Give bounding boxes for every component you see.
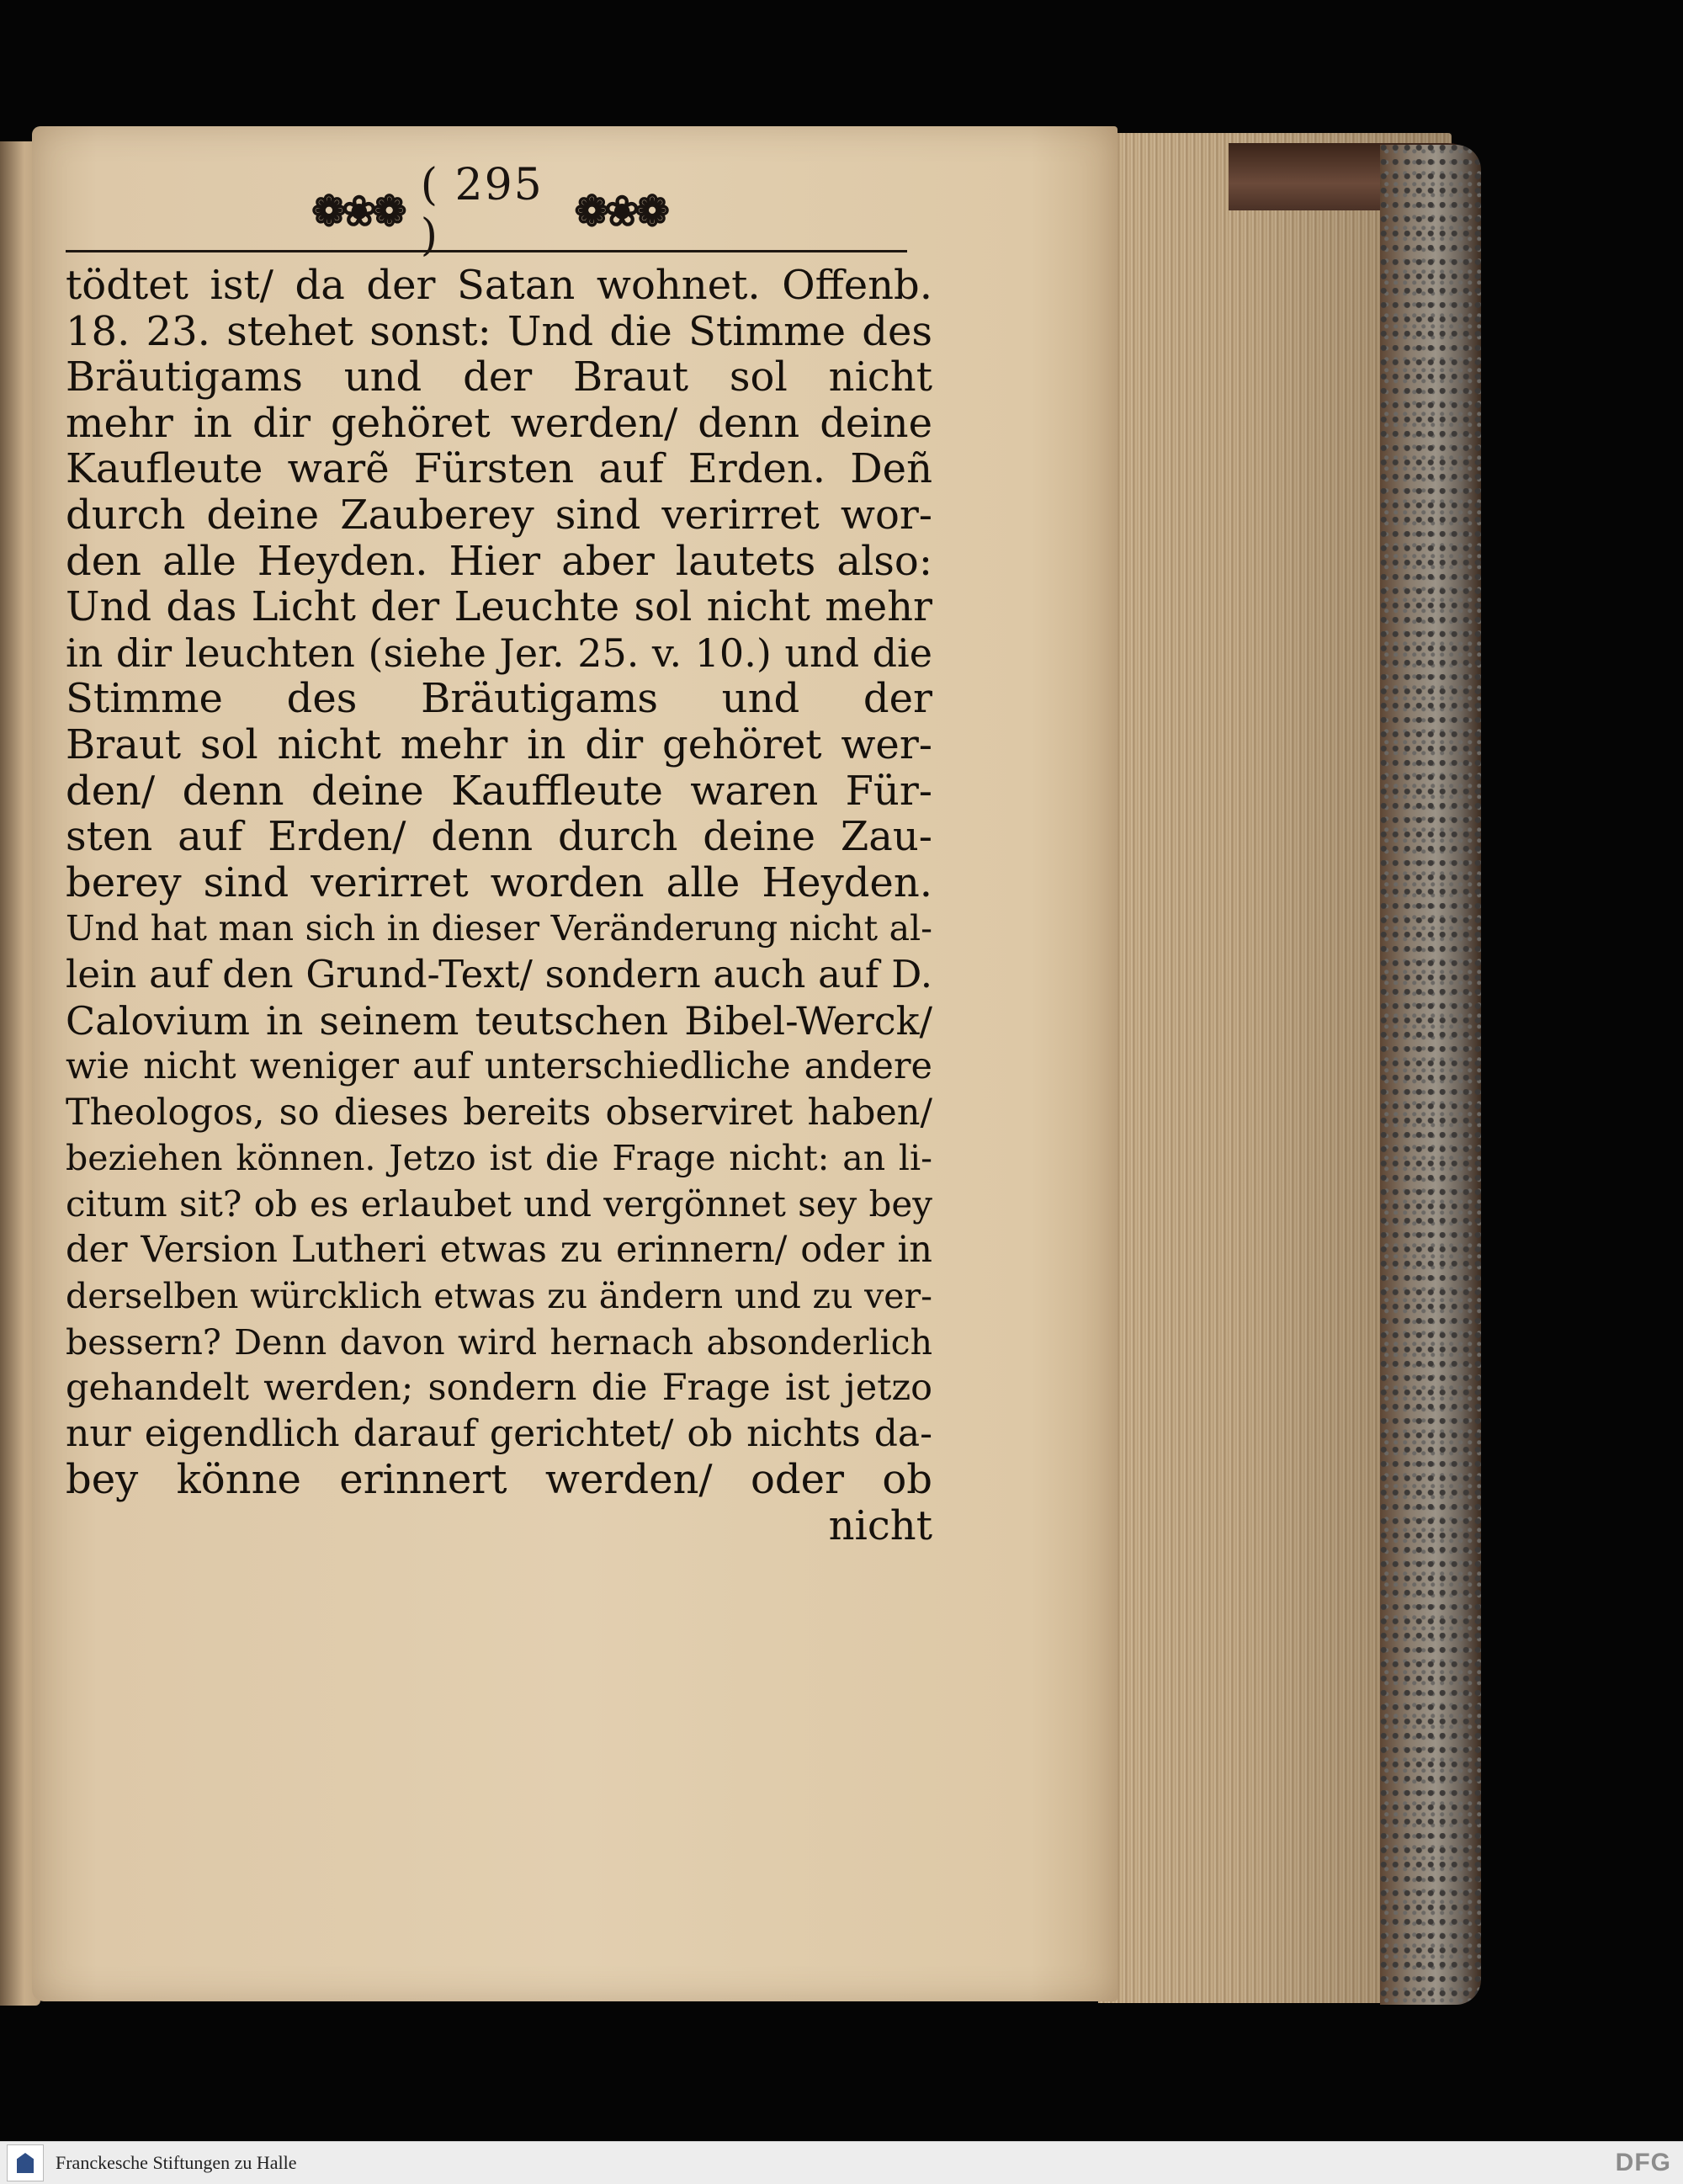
text-line: in dir leuchten (siehe Jer. 25. v. 10.) und die [66, 630, 932, 676]
text-line: 18. 23. stehet sonst: Und die Stimme des [66, 308, 932, 355]
page-text-body [66, 263, 932, 1549]
speckled-cover-board [1380, 145, 1481, 2005]
text-line: nur eigendlich darauf gerichtet/ ob nichts da- [66, 1411, 932, 1455]
text-line: durch deine Zauberey sind verirret wor- [66, 492, 932, 539]
text-line: Und hat man sich in dieser Veränderung nicht al- [66, 908, 932, 949]
text-line: gehandelt werden; sondern die Frage ist jetzo [66, 1367, 932, 1410]
bleed-through-shadow [93, 1746, 900, 1839]
text-line: tödtet ist/ da der Satan wohnet. Offenb. [66, 263, 932, 309]
text-line: bey könne erinnert werden/ oder ob [66, 1457, 932, 1504]
text-line: Kaufleute warẽ Fürsten auf Erden. Deñ [66, 446, 932, 492]
dfg-badge: DFG [1615, 2149, 1671, 2176]
text-line: lein auf den Grund-Text/ sondern auch auf D. [66, 951, 932, 996]
institution-name: Franckesche Stiftungen zu Halle [56, 2152, 297, 2173]
text-line: citum sit? ob es erlaubet und vergönnet sey bey [66, 1182, 932, 1225]
text-line: der Version Lutheri etwas zu erinnern/ oder in [66, 1229, 932, 1272]
ornament-left-icon: ❁❀❁ [311, 185, 402, 236]
text-line: nicht [828, 1503, 932, 1549]
text-line: bessern? Denn davon wird hernach absonderlich [66, 1321, 932, 1363]
page-header [311, 160, 665, 261]
text-line: den alle Heyden. Hier aber lautets also: [66, 538, 932, 585]
header-rule [66, 250, 907, 252]
text-line: berey sind verirret worden alle Heyden. [66, 859, 932, 906]
text-line: Stimme des Bräutigams und der [66, 676, 932, 722]
text-line: den/ denn deine Kauffleute waren Für- [66, 768, 932, 815]
viewer-footer [0, 2141, 1683, 2184]
text-line: mehr in dir gehöret werden/ denn deine [66, 400, 932, 447]
text-line: Bräutigams und der Braut sol nicht [66, 354, 932, 401]
page-number: ( 295 ) [420, 160, 544, 261]
text-line: sten auf Erden/ denn durch deine Zau- [66, 814, 932, 860]
text-line: wie nicht weniger auf unterschiedliche andere [66, 1045, 932, 1088]
text-line: beziehen können. Jetzo ist die Frage nicht: an li- [66, 1138, 932, 1179]
institution-logo-icon [7, 2144, 44, 2181]
text-line: Theologos, so dieses bereits observiret haben/ [66, 1091, 932, 1134]
text-line: derselben würcklich etwas zu ändern und zu ver- [66, 1276, 932, 1317]
text-line: Und das Licht der Leuchte sol nicht mehr [66, 584, 932, 630]
ornament-right-icon: ❁❀❁ [574, 185, 665, 236]
text-line: Braut sol nicht mehr in dir gehöret wer- [66, 721, 932, 768]
text-line: Calovium in seinem teutschen Bibel-Werck/ [66, 997, 932, 1044]
